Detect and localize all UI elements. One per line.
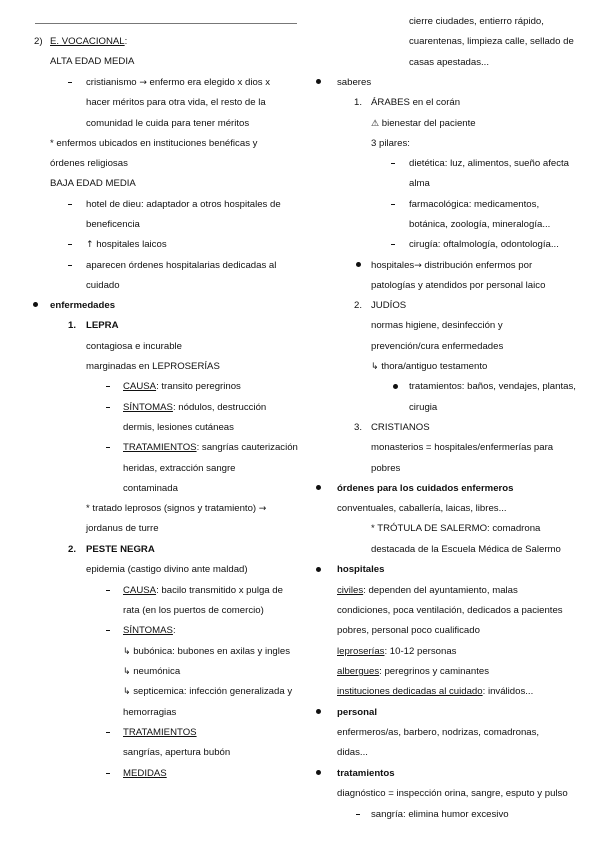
bullet-dash [106, 447, 110, 448]
baja-item-1-line-2: beneficencia [86, 219, 140, 230]
lepra-line-1: contagiosa e incurable [86, 341, 183, 352]
bullet-dash [391, 204, 395, 205]
bullet-dash [106, 630, 110, 631]
hospitales-arabes-line-1: hospitales→ distribución enfermos por [371, 260, 533, 271]
warning-icon: ⚠ [371, 119, 380, 129]
alta-item-line-1: cristianismo → enfermo era elegido x dios x [86, 77, 271, 88]
personal-line-2: didas... [337, 747, 368, 758]
bullet-dot [316, 709, 321, 714]
arabes-line-1: ⚠ bienestar del paciente [371, 118, 476, 129]
lepra-heading: LEPRA [86, 320, 119, 331]
bullet-dash [68, 204, 72, 205]
arrow-right-icon: → [139, 78, 147, 88]
peste-sintoma-bubonica: ↳ bubónica: bubones en axilas y ingles [123, 646, 291, 657]
cristianos-heading: CRISTIANOS [371, 422, 430, 433]
bullet-dash [106, 773, 110, 774]
lepra-tratamientos: TRATAMIENTOS: sangrías cauterización [123, 442, 298, 453]
bullet-dot [33, 302, 38, 307]
tratamientos-line-1: diagnóstico = inspección orina, sangre, esputo y pulso [337, 788, 568, 799]
personal-heading: personal [337, 707, 377, 718]
lepra-tratamientos-line-3: contaminada [123, 483, 178, 494]
bullet-dash [68, 244, 72, 245]
bullet-dash [106, 732, 110, 733]
hook-arrow-icon: ↳ [123, 687, 131, 697]
personal-line-1: enfermeros/as, barbero, nodrizas, comadronas, [337, 727, 540, 738]
lepra-causa: CAUSA: transito peregrinos [123, 381, 241, 392]
bullet-dash [68, 82, 72, 83]
sangria-line: sangría: elimina humor excesivo [371, 809, 509, 820]
peste-sintoma-septicemica-line-2: hemorragias [123, 707, 177, 718]
arrow-right-icon: → [258, 504, 267, 514]
civiles-line-3: pobres, personal poco cualificado [337, 625, 480, 636]
medidas-cont-line-2: cuarentenas, limpieza calle, sellado de [409, 36, 574, 47]
section-title: E. VOCACIONAL: [50, 36, 128, 47]
saberes-heading: saberes [337, 77, 372, 88]
trotula-line-2: destacada de la Escuela Médica de Salermo [371, 544, 561, 555]
alta-item-line-2: hacer méritos para otra vida, el resto de la [86, 97, 266, 108]
bullet-dot [356, 262, 361, 267]
albergues-line: albergues: peregrinos y caminantes [337, 666, 489, 677]
note-2-line-1: * tratado leprosos (signos y tratamiento) → [86, 503, 267, 514]
baja-item-1-line-1: hotel de dieu: adaptador a otros hospitales de [86, 199, 281, 210]
section-number: 2) [34, 36, 43, 47]
arabes-number: 1. [354, 97, 363, 108]
baja-item-2: ↑ hospitales laicos [86, 239, 167, 250]
lepra-sintomas-line-2: dermis, lesiones cutáneas [123, 422, 234, 433]
hospitales-heading: hospitales [337, 564, 385, 575]
bullet-dash [68, 265, 72, 266]
top-rule [35, 23, 297, 24]
bullet-dot [316, 567, 321, 572]
bullet-dash [106, 590, 110, 591]
medidas-cont-line-1: cierre ciudades, entierro rápido, [409, 16, 544, 27]
lepra-tratamientos-line-2: heridas, extracción sangre [123, 463, 236, 474]
peste-causa: CAUSA: bacilo transmitido x pulga de [123, 585, 283, 596]
judios-line-1: normas higiene, desinfección y [371, 320, 503, 331]
peste-tratamientos: TRATAMIENTOS [123, 727, 197, 738]
peste-tratamientos-text: sangrías, apertura bubón [123, 747, 231, 758]
cristianos-line-2: pobres [371, 463, 401, 474]
alta-item-line-3: comunidad le cuida para tener méritos [86, 118, 250, 129]
arabes-heading: ÁRABES en el corán [371, 97, 461, 108]
note-2-line-2: jordanus de turre [86, 523, 159, 534]
civiles-line-2: condiciones, poca ventilación, dedicados a pacientes [337, 605, 563, 616]
judios-tratamientos-line-2: cirugia [409, 402, 438, 413]
bullet-dot [316, 79, 321, 84]
cristianos-number: 3. [354, 422, 363, 433]
baja-edad-media-heading: BAJA EDAD MEDIA [50, 178, 136, 189]
cirugia-line: cirugía: oftalmología, odontología... [409, 239, 559, 250]
leproserias-line: leproserías: 10-12 personas [337, 646, 457, 657]
judios-number: 2. [354, 300, 363, 311]
medidas-cont-line-3: casas apestadas... [409, 57, 489, 68]
alta-edad-media-heading: ALTA EDAD MEDIA [50, 56, 135, 67]
dietetica-line-1: dietética: luz, alimentos, sueño afecta [409, 158, 569, 169]
peste-sintoma-septicemica: ↳ septicemica: infección generalizada y [123, 686, 293, 697]
hook-arrow-icon: ↳ [123, 647, 131, 657]
judios-line-3: ↳ thora/antiguo testamento [371, 361, 488, 372]
baja-item-3-line-2: cuidado [86, 280, 120, 291]
note-line-1: * enfermos ubicados en instituciones benéficas y [50, 138, 258, 149]
peste-medidas: MEDIDAS [123, 768, 167, 779]
hook-arrow-icon: ↳ [123, 667, 131, 677]
peste-heading: PESTE NEGRA [86, 544, 155, 555]
instituciones-line: instituciones dedicadas al cuidado: inválidos... [337, 686, 534, 697]
cristianos-line-1: monasterios = hospitales/enfermerías para [371, 442, 554, 453]
arrow-right-icon: → [414, 261, 422, 271]
baja-item-3-line-1: aparecen órdenes hospitalarias dedicadas al [86, 260, 277, 271]
bullet-dash [391, 244, 395, 245]
peste-sintoma-neumonica: ↳ neumónica [123, 666, 181, 677]
ordenes-line-1: conventuales, caballería, laicas, libres... [337, 503, 507, 514]
lepra-line-2: marginadas en LEPROSERÍAS [86, 361, 220, 372]
judios-tratamientos-line-1: tratamientos: baños, vendajes, plantas, [409, 381, 576, 392]
note-line-2: órdenes religiosas [50, 158, 128, 169]
lepra-sintomas: SÍNTOMAS: nódulos, destrucción [123, 402, 267, 413]
hook-arrow-icon: ↳ [371, 362, 379, 372]
arabes-line-2: 3 pilares: [371, 138, 410, 149]
peste-sintomas: SÍNTOMAS: [123, 625, 176, 636]
enfermedades-heading: enfermedades [50, 300, 116, 311]
judios-line-2: prevención/cura enfermedades [371, 341, 504, 352]
arrow-up-icon: ↑ [86, 240, 94, 250]
bullet-dot [316, 770, 321, 775]
judios-heading: JUDÍOS [371, 300, 407, 311]
peste-number: 2. [68, 544, 77, 555]
bullet-dot [316, 485, 321, 490]
farmacologica-line-1: farmacológica: medicamentos, [409, 199, 540, 210]
trotula-line-1: * TRÓTULA DE SALERMO: comadrona [371, 523, 541, 534]
tratamientos-heading: tratamientos [337, 768, 395, 779]
farmacologica-line-2: botánica, zoología, mineralogía... [409, 219, 551, 230]
civiles-line-1: civiles: dependen del ayuntamiento, malas [337, 585, 518, 596]
bullet-dash [106, 386, 110, 387]
bullet-dash [391, 163, 395, 164]
dietetica-line-2: alma [409, 178, 430, 189]
bullet-dash [106, 407, 110, 408]
hospitales-arabes-line-2: patologías y atendidos por personal laico [371, 280, 546, 291]
peste-line-1: epidemia (castigo divino ante maldad) [86, 564, 248, 575]
lepra-number: 1. [68, 320, 77, 331]
bullet-dot [393, 384, 398, 389]
bullet-dash [356, 814, 360, 815]
peste-causa-line-2: rata (en los puertos de comercio) [123, 605, 264, 616]
ordenes-heading: órdenes para los cuidados enfermeros [337, 483, 514, 494]
